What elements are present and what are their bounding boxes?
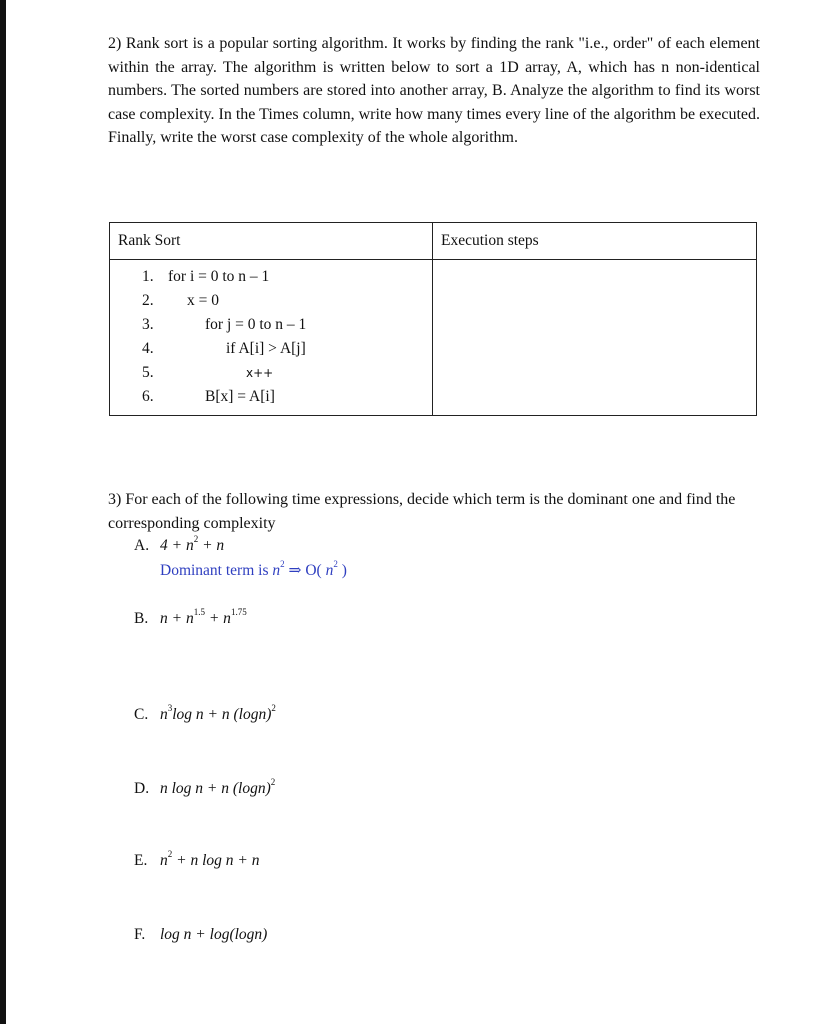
exponent: 3 xyxy=(167,703,173,713)
line-number: 4. xyxy=(142,340,154,357)
code-line: if A[i] > A[j] xyxy=(226,340,306,357)
question-3-text: 3) For each of the following time expressions, decide which term is the dominant one and find the corresponding complexity xyxy=(108,491,736,532)
expression: n + n xyxy=(160,610,194,627)
exponent: 1.75 xyxy=(230,607,247,617)
code-line: B[x] = A[i] xyxy=(205,388,275,405)
line-number: 5. xyxy=(142,364,154,381)
answer-text: Dominant term is xyxy=(160,562,273,579)
exponent: 2 xyxy=(271,703,276,713)
option-f xyxy=(134,926,267,944)
option-label: D. xyxy=(134,780,150,797)
question-2-text: 2) Rank sort is a popular sorting algorithm. It works by finding the rank "i.e., order" of each element within the array. The algorithm is written below to sort a 1D array, A, which has n non-identical numbers. The sorted numbers are stored into another array, B. Analyze the algorithm to find its worst case complexity. In the Times column, write how many times every line of the algorithm be executed. Finally, write the worst case complexity of the whole algorithm. xyxy=(108,35,760,147)
expression: log n + n (logn) xyxy=(172,706,272,723)
exponent: 2 xyxy=(193,534,199,544)
option-label: C. xyxy=(134,706,149,723)
option-a xyxy=(134,534,225,555)
line-number: 3. xyxy=(142,316,154,333)
expression: n xyxy=(160,706,168,723)
line-number: 6. xyxy=(142,388,154,405)
expression: 4 + n xyxy=(160,537,194,554)
option-label: A. xyxy=(134,537,150,554)
answer-var: n xyxy=(272,562,281,579)
rank-sort-table xyxy=(109,222,757,416)
code-line: for j = 0 to n – 1 xyxy=(205,316,307,333)
line-number: 1. xyxy=(142,268,154,285)
expression: n xyxy=(160,852,168,869)
answer-text: ) xyxy=(337,562,347,579)
option-label: F. xyxy=(134,926,146,943)
expression: n log n + n (logn) xyxy=(160,780,271,797)
exponent: 2 xyxy=(167,849,173,859)
expression: + n xyxy=(198,537,225,554)
option-d xyxy=(134,777,276,798)
rank-sort-header: Rank Sort xyxy=(110,223,433,260)
code-cell xyxy=(110,260,433,416)
code-line: x = 0 xyxy=(187,292,219,309)
code-line: for i = 0 to n – 1 xyxy=(168,268,270,285)
execution-steps-cell xyxy=(433,260,757,416)
expression: log n + log(logn) xyxy=(160,926,268,943)
answer-a xyxy=(160,561,347,580)
option-label: E. xyxy=(134,852,148,869)
exponent: 2 xyxy=(333,559,338,569)
option-c xyxy=(134,703,276,724)
answer-text: ⇒ O( xyxy=(284,562,326,579)
expression: + n xyxy=(204,610,231,627)
option-b xyxy=(134,607,247,628)
exponent: 1.5 xyxy=(193,607,205,617)
execution-steps-header: Execution steps xyxy=(433,223,757,260)
option-label: B. xyxy=(134,610,149,627)
exponent: 2 xyxy=(280,559,285,569)
code-line: x++ xyxy=(246,366,274,380)
page-left-border xyxy=(0,0,6,1024)
expression: + n log n + n xyxy=(172,852,260,869)
exponent: 2 xyxy=(270,777,276,787)
line-number: 2. xyxy=(142,292,154,309)
answer-var: n xyxy=(325,562,334,579)
option-e xyxy=(134,849,260,870)
